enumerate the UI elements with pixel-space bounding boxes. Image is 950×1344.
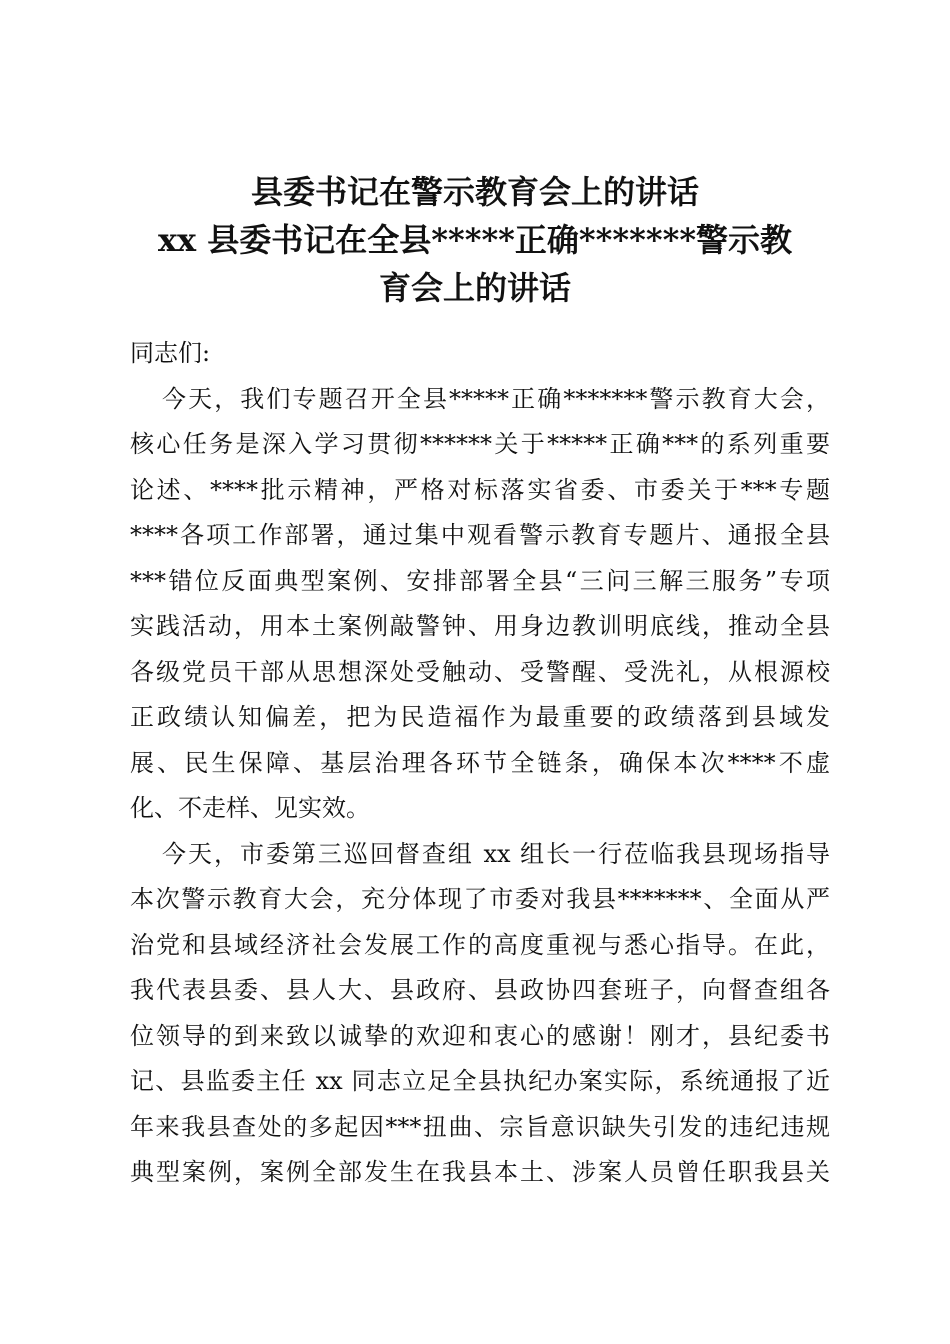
text-line: ****各项工作部署，通过集中观看警示教育专题片、通报全县 [130, 521, 830, 549]
document-body [130, 331, 830, 1196]
paragraph-2 [130, 832, 830, 1196]
text-line: 年来我县查处的多起因***扭曲、宗旨意识缺失引发的违纪违规 [130, 1112, 830, 1141]
text-line: 展、民生保障、基层治理各环节全链条，确保本次****不虚 [130, 748, 830, 777]
title-line: 育会上的讲话 [378, 269, 571, 307]
title-line: xx 县委书记在全县*****正确*******警示教 [157, 221, 793, 259]
text-line: 实践活动，用本土案例敲警钟、用身边教训明底线，推动全县 [130, 612, 830, 640]
text-line: 典型案例，案例全部发生在我县本土、涉案人员曾任职我县关 [130, 1158, 830, 1186]
text-line: 今天，我们专题召开全县*****正确*******警示教育大会， [162, 384, 830, 413]
text-line: 本次警示教育大会，充分体现了市委对我县*******、全面从严 [130, 885, 830, 913]
text-line: 核心任务是深入学习贯彻******关于*****正确***的系列重要 [130, 430, 830, 458]
text-line: 论述、****批示精神，严格对标落实省委、市委关于***专题 [130, 475, 830, 504]
text-line: 今天，市委第三巡回督查组 xx 组长一行莅临我县现场指导 [162, 839, 830, 868]
paragraph-1 [130, 377, 830, 832]
text-line: 各级党员干部从思想深处受触动、受警醒、受洗礼，从根源校 [130, 657, 830, 686]
text-line: ***错位反面典型案例、安排部署全县“三问三解三服务”专项 [130, 566, 830, 595]
title-line: 县委书记在警示教育会上的讲话 [250, 173, 699, 211]
text-line: 正政绩认知偏差，把为民造福作为最重要的政绩落到县域发 [130, 703, 830, 731]
text-line: 位领导的到来致以诚挚的欢迎和衷心的感谢！刚才，县纪委书 [130, 1021, 830, 1050]
text-line: 我代表县委、县人大、县政府、县政协四套班子，向督查组各 [130, 976, 830, 1004]
text-line: 化、不走样、见实效。 [130, 794, 370, 822]
document-title [0, 168, 950, 312]
salutation: 同志们: [130, 339, 211, 367]
text-line: 记、县监委主任 xx 同志立足全县执纪办案实际，系统通报了近 [130, 1067, 830, 1095]
text-line: 治党和县域经济社会发展工作的高度重视与悉心指导。在此， [130, 930, 830, 959]
